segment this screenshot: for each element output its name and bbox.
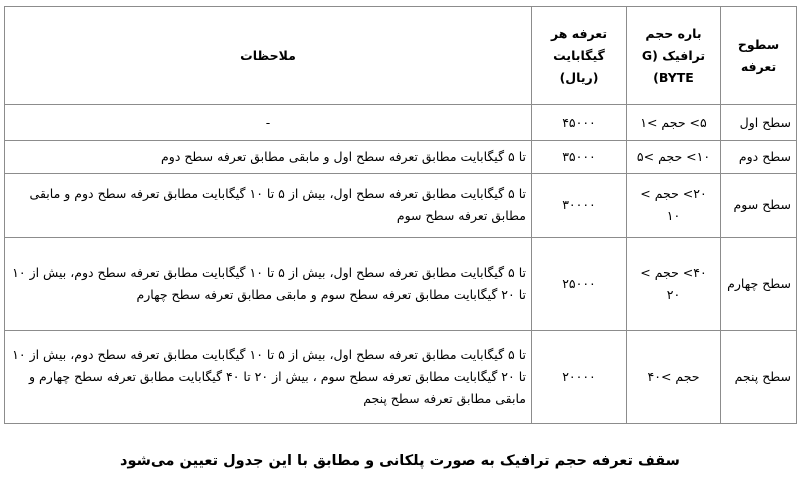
table-row [5,331,797,424]
table-row [5,238,797,331]
row-price: ۲۰۰۰۰ [532,331,627,424]
row-range: ۱۰> حجم >۵ [627,141,721,173]
row-price: ۳۰۰۰۰ [532,173,627,238]
header-level: سطوح تعرفه [721,7,797,105]
header-row [5,7,797,105]
row-range: ۵> حجم >۱ [627,105,721,141]
table-row [5,141,797,173]
header-price: تعرفه هر گیگابایت (ریال) [532,7,627,105]
row-price: ۲۵۰۰۰ [532,238,627,331]
row-range: حجم >۴۰ [627,331,721,424]
row-level: سطح سوم [721,173,797,238]
row-price: ۴۵۰۰۰ [532,105,627,141]
row-range: ۴۰> حجم > ۲۰ [627,238,721,331]
row-level: سطح چهارم [721,238,797,331]
row-level: سطح اول [721,105,797,141]
row-level: سطح پنجم [721,331,797,424]
header-notes: ملاحظات [5,7,532,105]
row-price: ۳۵۰۰۰ [532,141,627,173]
footer-note: سقف تعرفه حجم ترافیک به صورت پلکانی و مطابق با این جدول تعیین می‌شود [120,453,680,469]
row-notes: تا ۵ گیگابایت مطابق تعرفه سطح اول و مابقی مطابق تعرفه سطح دوم [5,141,532,173]
row-notes: تا ۵ گیگابایت مطابق تعرفه سطح اول، بیش از ۵ تا ۱۰ گیگابایت مطابق تعرفه سطح دوم و مابقی مطابق تعرفه سطح سوم [5,173,532,238]
tariff-table [4,6,797,424]
table-row [5,105,797,141]
row-notes: - [5,105,532,141]
row-level: سطح دوم [721,141,797,173]
table-row [5,173,797,238]
row-notes: تا ۵ گیگابایت مطابق تعرفه سطح اول، بیش از ۵ تا ۱۰ گیگابایت مطابق تعرفه سطح دوم، بیش از ۱۰ تا ۲۰ گیگابایت مطابق تعرفه سطح سوم و مابقی مطابق تعرفه سطح چهارم [5,238,532,331]
row-range: ۲۰> حجم > ۱۰ [627,173,721,238]
row-notes: تا ۵ گیگابایت مطابق تعرفه سطح اول، بیش از ۵ تا ۱۰ گیگابایت مطابق تعرفه سطح دوم، بیش از ۱۰ تا ۲۰ گیگابایت مطابق تعرفه سطح سوم ، بیش از ۲۰ تا ۴۰ گیگابایت مطابق تعرفه سطح چهارم و مابقی مطابق تعرفه سطح پنجم [5,331,532,424]
header-range: باره حجم ترافیک (G BYTE) [627,7,721,105]
